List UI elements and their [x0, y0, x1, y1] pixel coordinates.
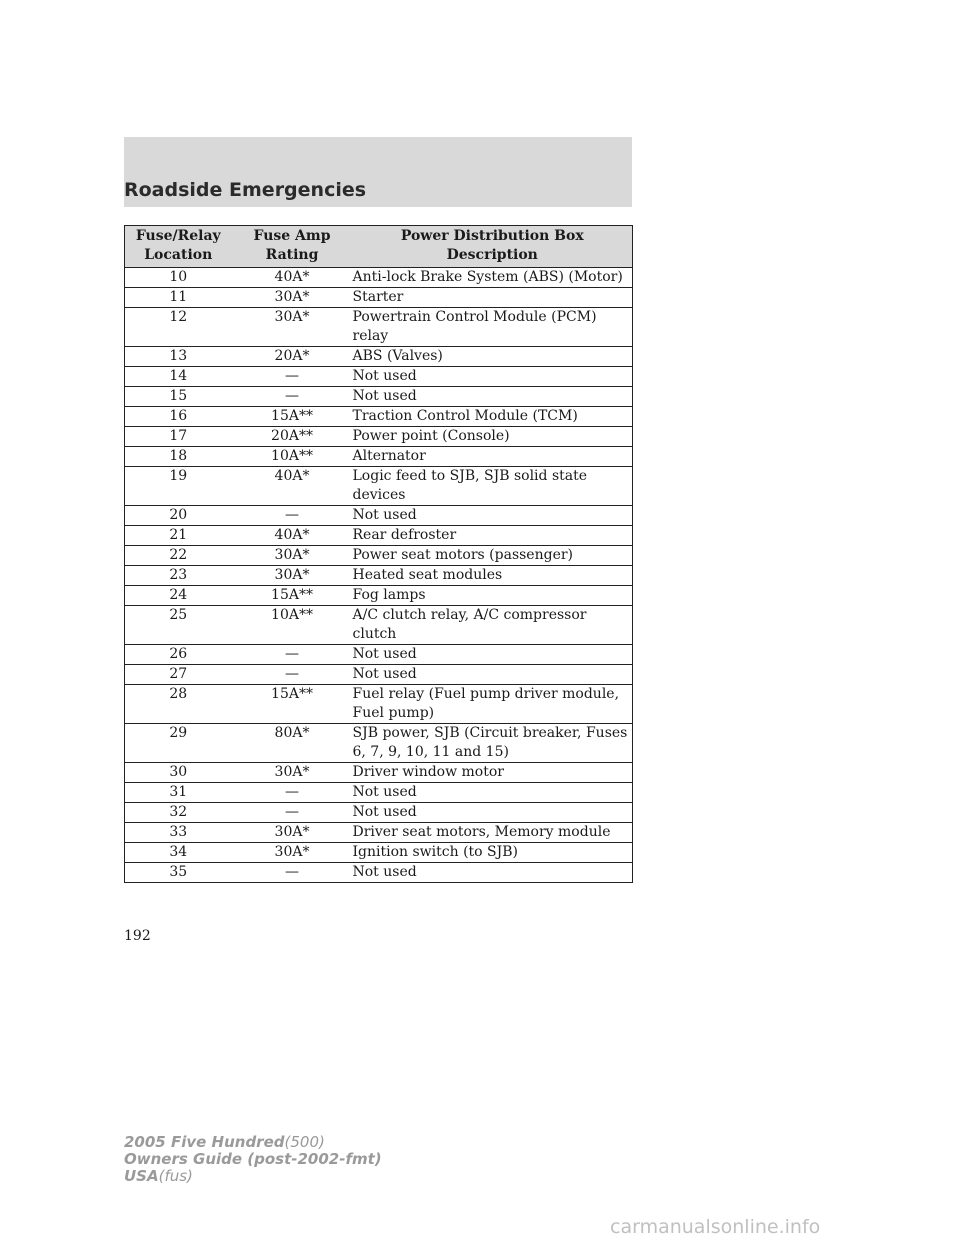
- fuse-amp-rating: —: [232, 665, 353, 685]
- fuse-location: 23: [125, 566, 232, 586]
- fuse-description: Not used: [353, 506, 633, 526]
- fuse-description: Heated seat modules: [353, 566, 633, 586]
- fuse-description: Powertrain Control Module (PCM) relay: [353, 308, 633, 347]
- fuse-description: A/C clutch relay, A/C compressor clutch: [353, 606, 633, 645]
- fuse-location: 24: [125, 586, 232, 606]
- table-row: [125, 645, 633, 665]
- fuse-amp-rating: 30A*: [232, 288, 353, 308]
- fuse-description: Power point (Console): [353, 427, 633, 447]
- fuse-location: 31: [125, 783, 232, 803]
- fuse-amp-rating: 15A**: [232, 407, 353, 427]
- fuse-description: Not used: [353, 645, 633, 665]
- table-row: [125, 586, 633, 606]
- fuse-description: Fog lamps: [353, 586, 633, 606]
- table-row: [125, 407, 633, 427]
- fuse-amp-rating: 20A**: [232, 427, 353, 447]
- table-row: [125, 427, 633, 447]
- fuse-amp-rating: 20A*: [232, 347, 353, 367]
- table-row: [125, 288, 633, 308]
- fuse-location: 32: [125, 803, 232, 823]
- table-row: [125, 843, 633, 863]
- fuse-amp-rating: —: [232, 783, 353, 803]
- fuse-description: Power seat motors (passenger): [353, 546, 633, 566]
- footer-guide: Owners Guide (post-2002-fmt): [124, 1150, 382, 1168]
- footer-market: USA: [124, 1167, 159, 1185]
- fuse-description: Not used: [353, 665, 633, 685]
- fuse-amp-rating: 30A*: [232, 823, 353, 843]
- footer-market-code: (fus): [158, 1167, 193, 1185]
- fuse-amp-rating: 30A*: [232, 843, 353, 863]
- fuse-amp-rating: 30A*: [232, 763, 353, 783]
- table-row: [125, 308, 633, 347]
- table-row: [125, 823, 633, 843]
- table-row: [125, 783, 633, 803]
- fuse-amp-rating: 80A*: [232, 724, 353, 763]
- fuse-description: Anti-lock Brake System (ABS) (Motor): [353, 268, 633, 288]
- fuse-amp-rating: 40A*: [232, 526, 353, 546]
- fuse-location: 14: [125, 367, 232, 387]
- fuse-description: SJB power, SJB (Circuit breaker, Fuses 6, 7, 9, 10, 11 and 15): [353, 724, 633, 763]
- table-row: [125, 665, 633, 685]
- section-title: Roadside Emergencies: [124, 179, 367, 201]
- fuse-amp-rating: 30A*: [232, 308, 353, 347]
- fuse-amp-rating: —: [232, 803, 353, 823]
- fuse-location: 13: [125, 347, 232, 367]
- table-row: [125, 546, 633, 566]
- fuse-location: 29: [125, 724, 232, 763]
- fuse-location: 30: [125, 763, 232, 783]
- footer-model-code: (500): [284, 1133, 325, 1151]
- table-row: [125, 467, 633, 506]
- fuse-description: Not used: [353, 783, 633, 803]
- fuse-description: Logic feed to SJB, SJB solid state devices: [353, 467, 633, 506]
- fuse-location: 17: [125, 427, 232, 447]
- fuse-amp-rating: —: [232, 387, 353, 407]
- fuse-location: 28: [125, 685, 232, 724]
- fuse-location: 25: [125, 606, 232, 645]
- fuse-location: 20: [125, 506, 232, 526]
- fuse-amp-rating: 15A**: [232, 685, 353, 724]
- document-footer: [124, 1134, 382, 1185]
- fuse-amp-rating: —: [232, 645, 353, 665]
- fuse-location: 34: [125, 843, 232, 863]
- fuse-amp-rating: 15A**: [232, 586, 353, 606]
- fuse-description: Not used: [353, 803, 633, 823]
- fuse-description: ABS (Valves): [353, 347, 633, 367]
- fuse-description: Not used: [353, 387, 633, 407]
- fuse-description: Traction Control Module (TCM): [353, 407, 633, 427]
- fuse-location: 11: [125, 288, 232, 308]
- fuse-location: 12: [125, 308, 232, 347]
- table-row: [125, 447, 633, 467]
- table-row: [125, 506, 633, 526]
- fuse-amp-rating: —: [232, 506, 353, 526]
- header-description: Power Distribution Box Description: [353, 226, 633, 268]
- table-header-row: [125, 226, 633, 268]
- header-amp-rating: Fuse Amp Rating: [232, 226, 353, 268]
- fuse-description: Rear defroster: [353, 526, 633, 546]
- table-row: [125, 566, 633, 586]
- table-row: [125, 763, 633, 783]
- fuse-location: 22: [125, 546, 232, 566]
- fuse-location: 27: [125, 665, 232, 685]
- fuse-description: Starter: [353, 288, 633, 308]
- table-row: [125, 685, 633, 724]
- fuse-description: Alternator: [353, 447, 633, 467]
- table-row: [125, 347, 633, 367]
- fuse-location: 21: [125, 526, 232, 546]
- page-number: 192: [124, 928, 151, 944]
- table-row: [125, 268, 633, 288]
- fuse-description: Fuel relay (Fuel pump driver module, Fuel pump): [353, 685, 633, 724]
- fuse-description: Driver seat motors, Memory module: [353, 823, 633, 843]
- fuse-amp-rating: 30A*: [232, 566, 353, 586]
- fuse-description: Not used: [353, 863, 633, 883]
- fuse-amp-rating: 10A**: [232, 447, 353, 467]
- table-row: [125, 863, 633, 883]
- fuse-amp-rating: 40A*: [232, 268, 353, 288]
- fuse-amp-rating: 40A*: [232, 467, 353, 506]
- table-row: [125, 526, 633, 546]
- fuse-amp-rating: 10A**: [232, 606, 353, 645]
- fuse-description: Ignition switch (to SJB): [353, 843, 633, 863]
- fuse-description: Not used: [353, 367, 633, 387]
- fuse-location: 35: [125, 863, 232, 883]
- fuse-location: 18: [125, 447, 232, 467]
- table-row: [125, 367, 633, 387]
- fuse-description: Driver window motor: [353, 763, 633, 783]
- fuse-location: 16: [125, 407, 232, 427]
- fuse-location: 26: [125, 645, 232, 665]
- footer-model: 2005 Five Hundred: [124, 1133, 285, 1151]
- header-location: Fuse/Relay Location: [125, 226, 232, 268]
- fuse-amp-rating: —: [232, 863, 353, 883]
- table-row: [125, 387, 633, 407]
- fuse-amp-rating: 30A*: [232, 546, 353, 566]
- fuse-table: [124, 225, 633, 883]
- fuse-location: 19: [125, 467, 232, 506]
- fuse-location: 10: [125, 268, 232, 288]
- table-row: [125, 724, 633, 763]
- table-row: [125, 606, 633, 645]
- watermark: carmanualsonline.info: [610, 1216, 821, 1238]
- fuse-location: 33: [125, 823, 232, 843]
- table-row: [125, 803, 633, 823]
- fuse-location: 15: [125, 387, 232, 407]
- fuse-amp-rating: —: [232, 367, 353, 387]
